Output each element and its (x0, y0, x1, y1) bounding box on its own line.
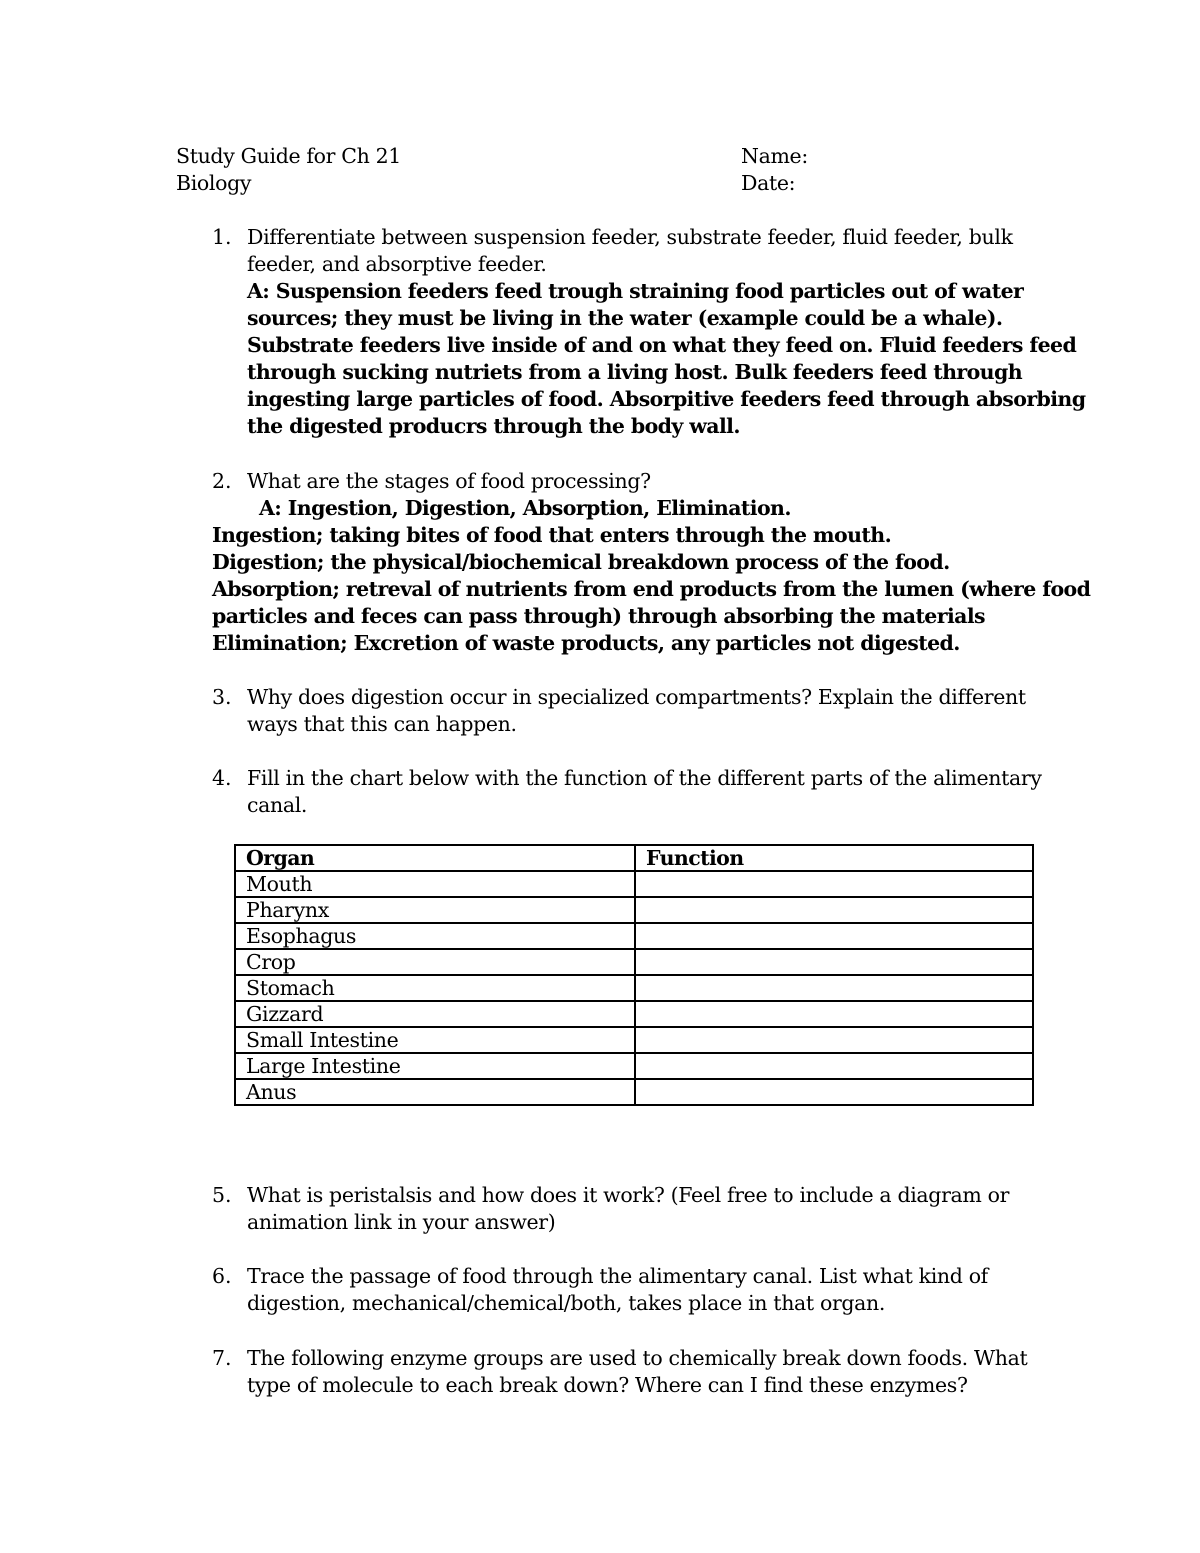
answer-text: Ingestion; taking bites of food that enters through the mouth. (212, 523, 892, 547)
table-row (235, 1079, 1033, 1105)
question-text: Fill in the chart below with the function of the different parts of the alimentary (247, 766, 1042, 790)
answer-text: Absorption; retreval of nutrients from end products from the lumen (where food (212, 577, 1091, 601)
question-number: 4. (212, 766, 232, 790)
table-row (235, 923, 1033, 949)
organ-column-header: Organ (235, 845, 635, 871)
function-cell[interactable] (635, 1079, 1033, 1105)
table-row (235, 1001, 1033, 1027)
answer-text: Digestion; the physical/biochemical breakdown process of the food. (212, 550, 950, 574)
answer-text: A: Suspension feeders feed trough straining food particles out of water (247, 279, 1024, 303)
guide-title: Study Guide for Ch 21 (176, 144, 401, 168)
answer-text: Substrate feeders live inside of and on what they feed on. Fluid feeders feed (247, 333, 1077, 357)
table-row (235, 871, 1033, 897)
function-cell[interactable] (635, 949, 1033, 975)
organ-cell: Small Intestine (235, 1027, 635, 1053)
question-text: What are the stages of food processing? (247, 469, 651, 493)
question-number: 7. (212, 1346, 232, 1370)
organ-cell: Gizzard (235, 1001, 635, 1027)
question-number: 5. (212, 1183, 232, 1207)
function-cell[interactable] (635, 1001, 1033, 1027)
organ-cell: Mouth (235, 871, 635, 897)
subject-label: Biology (176, 171, 252, 195)
question-number: 6. (212, 1264, 232, 1288)
function-cell[interactable] (635, 871, 1033, 897)
organ-cell: Pharynx (235, 897, 635, 923)
question-text: ways that this can happen. (247, 712, 517, 736)
function-cell[interactable] (635, 975, 1033, 1001)
table-row (235, 1027, 1033, 1053)
organ-cell: Esophagus (235, 923, 635, 949)
question-text: digestion, mechanical/chemical/both, takes place in that organ. (247, 1291, 886, 1315)
organ-cell: Anus (235, 1079, 635, 1105)
answer-text: through sucking nutriets from a living host. Bulk feeders feed through (247, 360, 1023, 384)
function-column-header: Function (635, 845, 1033, 871)
question-number: 2. (212, 469, 232, 493)
function-cell[interactable] (635, 1027, 1033, 1053)
name-label: Name: (741, 144, 808, 168)
table-row (235, 949, 1033, 975)
organ-cell: Crop (235, 949, 635, 975)
organ-cell: Large Intestine (235, 1053, 635, 1079)
table-row (235, 1053, 1033, 1079)
alimentary-canal-table (234, 844, 1034, 1106)
answer-text: the digested producrs through the body wall. (247, 414, 740, 438)
question-text: canal. (247, 793, 308, 817)
question-text: What is peristalsis and how does it work? (Feel free to include a diagram or (247, 1183, 1010, 1207)
question-text: Differentiate between suspension feeder, substrate feeder, fluid feeder, bulk (247, 225, 1013, 249)
question-text: Trace the passage of food through the alimentary canal. List what kind of (247, 1264, 988, 1288)
question-text: feeder, and absorptive feeder. (247, 252, 547, 276)
question-number: 3. (212, 685, 232, 709)
question-text: animation link in your answer) (247, 1210, 556, 1234)
function-cell[interactable] (635, 1053, 1033, 1079)
function-cell[interactable] (635, 923, 1033, 949)
answer-text: sources; they must be living in the water (example could be a whale). (247, 306, 1003, 330)
question-text: type of molecule to each break down? Where can I find these enzymes? (247, 1373, 968, 1397)
table-row (235, 897, 1033, 923)
answer-text: A: Ingestion, Digestion, Absorption, Elimination. (259, 496, 791, 520)
question-number: 1. (212, 225, 232, 249)
function-cell[interactable] (635, 897, 1033, 923)
date-label: Date: (741, 171, 796, 195)
organ-cell: Stomach (235, 975, 635, 1001)
question-text: The following enzyme groups are used to chemically break down foods. What (247, 1346, 1028, 1370)
question-text: Why does digestion occur in specialized compartments? Explain the different (247, 685, 1026, 709)
answer-text: Elimination; Excretion of waste products, any particles not digested. (212, 631, 960, 655)
answer-text: ingesting large particles of food. Absorpitive feeders feed through absorbing (247, 387, 1086, 411)
table-row (235, 975, 1033, 1001)
answer-text: particles and feces can pass through) through absorbing the materials (212, 604, 985, 628)
table-header-row (235, 845, 1033, 871)
